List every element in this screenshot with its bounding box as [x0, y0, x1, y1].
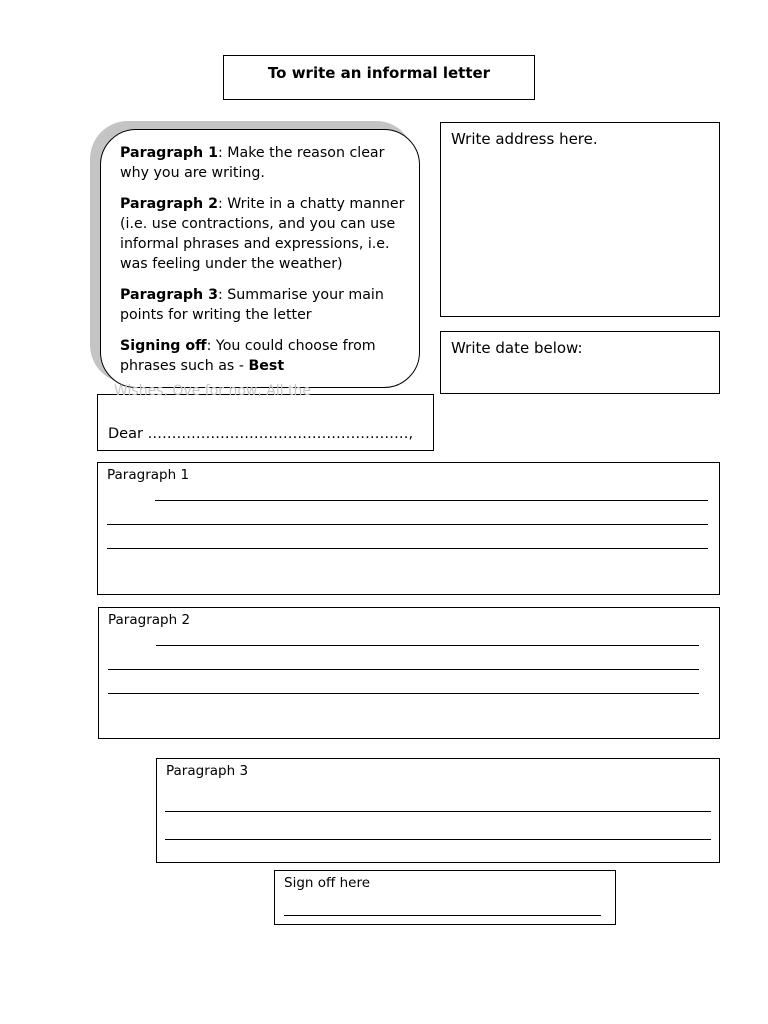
- page-title: To write an informal letter: [267, 64, 491, 82]
- sign-off-label: Sign off here: [284, 875, 371, 891]
- sign-off-box[interactable]: [274, 870, 616, 925]
- instruction-p3-label: Paragraph 3: [120, 287, 218, 303]
- instruction-signoff-label: Signing off: [120, 338, 207, 354]
- instruction-signoff-text: : You could choose from phrases such as -: [120, 338, 376, 374]
- paragraph-1-box[interactable]: [97, 462, 720, 595]
- instruction-paragraph-1: [120, 143, 412, 183]
- writing-line: [165, 811, 711, 812]
- overflow-ghost-text: Wishes, Ove for now, All the: [114, 383, 312, 399]
- writing-line: [107, 548, 708, 549]
- instruction-p2-label: Paragraph 2: [120, 196, 218, 212]
- writing-line: [156, 645, 699, 646]
- date-label: Write date below:: [451, 339, 583, 357]
- instructions-text: [120, 143, 412, 387]
- address-label: Write address here.: [451, 130, 598, 148]
- writing-line: [108, 669, 699, 670]
- address-box[interactable]: [440, 122, 720, 317]
- instruction-p1-text: : Make the reason clear why you are writing.: [120, 145, 385, 181]
- greeting-text: Dear ………………………………………………,: [108, 426, 414, 442]
- instructions-box: [100, 129, 420, 388]
- paragraph-2-label: Paragraph 2: [108, 612, 191, 628]
- writing-line: [155, 500, 708, 501]
- writing-line: [284, 915, 601, 916]
- instruction-p3-text: : Summarise your main points for writing the letter: [120, 287, 384, 323]
- instruction-paragraph-3: [120, 285, 412, 325]
- instruction-paragraph-2: [120, 194, 412, 274]
- paragraph-3-box[interactable]: [156, 758, 720, 863]
- paragraph-1-label: Paragraph 1: [107, 467, 190, 483]
- date-box[interactable]: [440, 331, 720, 394]
- instruction-signoff-bold: Best: [248, 358, 285, 374]
- title-box: [223, 55, 535, 100]
- writing-line: [165, 839, 711, 840]
- instruction-signing-off: [120, 336, 412, 376]
- paragraph-2-box[interactable]: [98, 607, 720, 739]
- greeting-box[interactable]: [97, 383, 434, 451]
- instruction-p1-label: Paragraph 1: [120, 145, 218, 161]
- paragraph-3-label: Paragraph 3: [166, 763, 249, 779]
- instruction-p2-text: : Write in a chatty manner (i.e. use contractions, and you can use informal phrases and expressions, i.e. was feeling under the weather): [120, 196, 405, 272]
- writing-line: [107, 524, 708, 525]
- writing-line: [108, 693, 699, 694]
